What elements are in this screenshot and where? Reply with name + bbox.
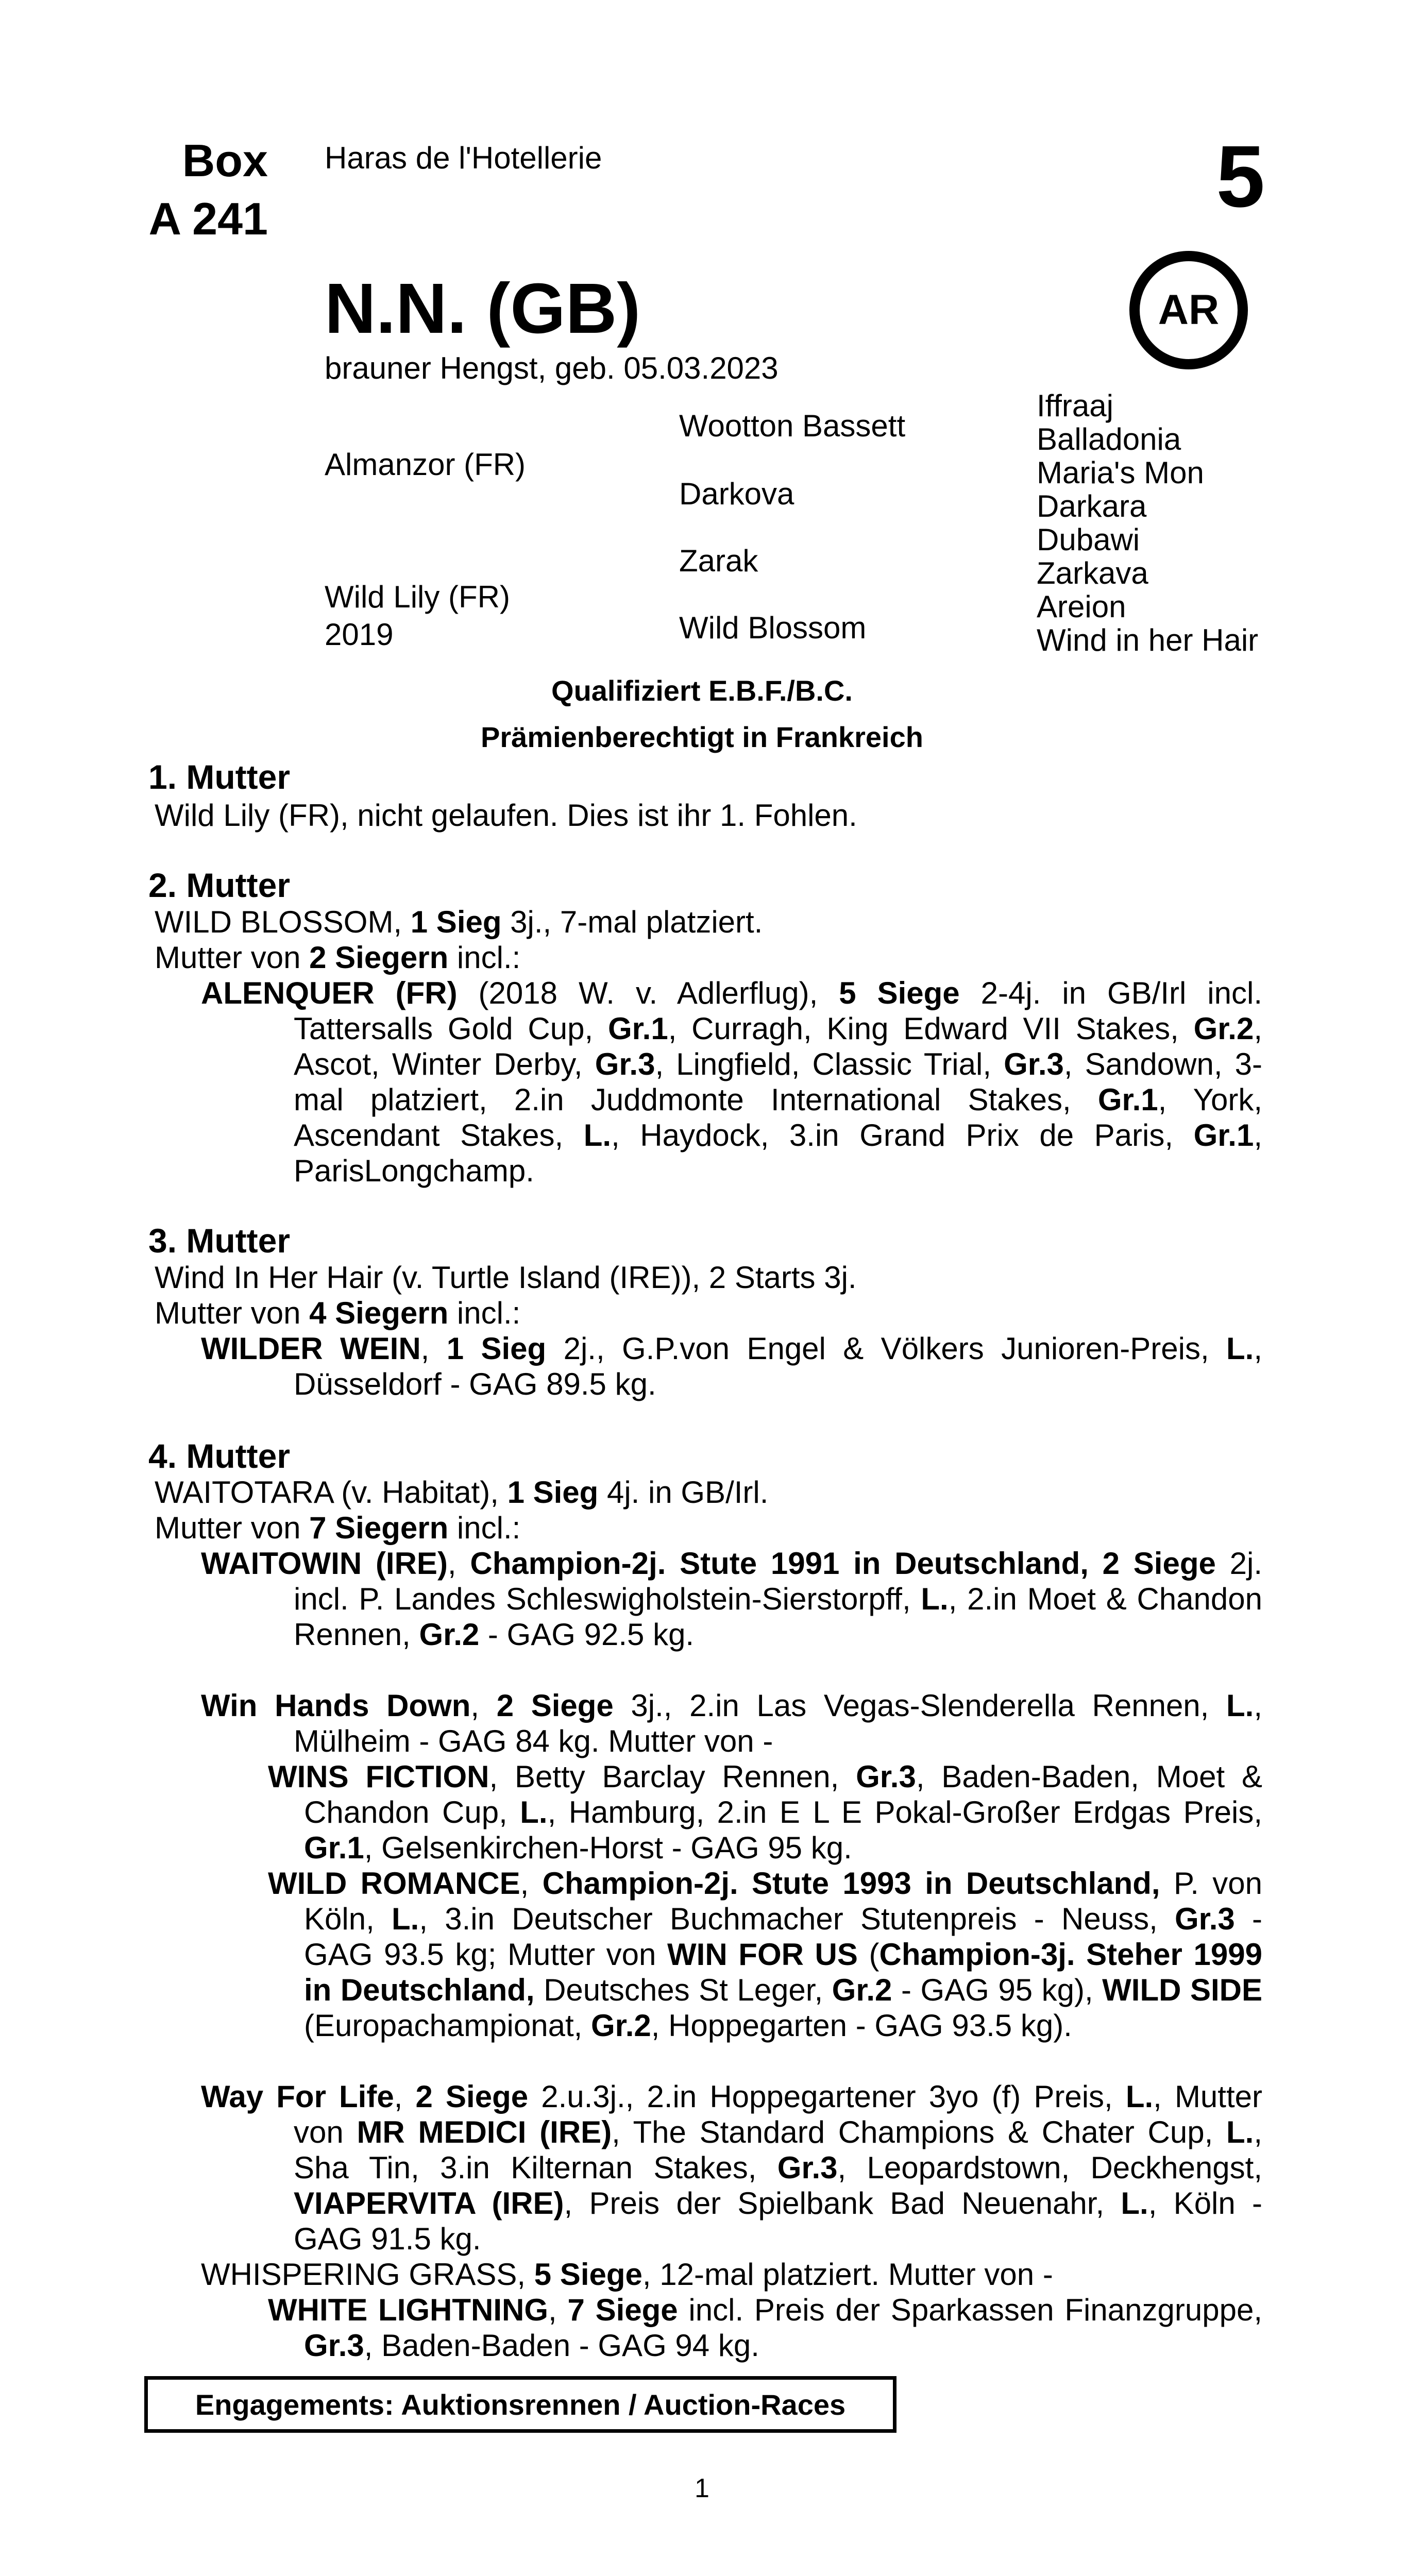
dam1-text: Wild Lily (FR), nicht gelaufen. Dies ist ihr 1. Fohlen.: [155, 798, 857, 833]
text-run: , Leopardstown, Deckhengst,: [837, 2150, 1262, 2185]
bold-run: WILD ROMANCE: [268, 1866, 520, 1901]
pedigree-ancestor: Darkara: [1037, 489, 1147, 523]
pedigree-ancestor: Balladonia: [1037, 422, 1181, 456]
text-run: , Betty Barclay Rennen,: [489, 1759, 856, 1794]
bold-run: Gr.3: [777, 2150, 838, 2185]
entry-waitowin: [201, 1546, 1262, 1652]
dam1-heading: 1. Mutter: [148, 758, 291, 796]
bold-run: 7 Siege: [567, 2293, 678, 2327]
text-run: , Sandown, 3-mal platziert, 2.in Juddmonte International Stakes,: [294, 1047, 1262, 1117]
text-run: , Lingfield, Classic Trial,: [655, 1047, 1004, 1081]
ar-badge-label: AR: [1158, 286, 1220, 333]
bold-run: L.: [1226, 1688, 1254, 1723]
text-run: WAITOTARA (v. Habitat),: [155, 1475, 508, 1510]
bold-run: L.: [1226, 1331, 1254, 1366]
text-run: , Ascot, Winter Derby,: [294, 1011, 1263, 1081]
bold-run: L.: [583, 1118, 612, 1153]
lot-number: 5: [1216, 128, 1265, 226]
qualification-ebf: Qualifiziert E.B.F./B.C.: [551, 674, 853, 707]
bold-run: WIN FOR US: [667, 1937, 858, 1972]
text-run: - GAG 93.5 kg; Mutter von: [304, 1902, 1262, 1972]
bold-run: WILD SIDE: [1102, 1973, 1263, 2007]
dam4-line2: [155, 1510, 520, 1546]
text-run: , Baden-Baden - GAG 94 kg.: [364, 2328, 759, 2363]
bold-run: L.: [392, 1902, 419, 1936]
pedigree-ancestor: Dubawi: [1037, 522, 1140, 557]
text-run: , Mülheim - GAG 84 kg. Mutter von -: [294, 1688, 1262, 1758]
bold-run: Gr.2: [419, 1617, 480, 1652]
text-run: , Köln - GAG 91.5 kg.: [294, 2186, 1263, 2256]
entry-whispering-grass: [201, 2257, 1262, 2292]
bold-run: Gr.1: [304, 1831, 364, 1865]
bold-run: 7 Siegern: [309, 1511, 449, 1545]
text-run: incl. Preis der Sparkassen Finanzgruppe,: [678, 2293, 1262, 2327]
text-run: - GAG 95 kg),: [892, 1973, 1103, 2007]
pedigree-ancestor: Iffraaj: [1037, 388, 1113, 423]
text-run: , 12-mal platziert. Mutter von -: [642, 2257, 1053, 2292]
text-run: P. von Köln,: [304, 1866, 1262, 1936]
text-run: Deutsches St Leger,: [534, 1973, 832, 2007]
text-run: , 3.in Deutscher Buchmacher Stutenpreis - Neuss,: [419, 1902, 1175, 1936]
bold-run: L.: [1121, 2186, 1148, 2221]
ar-badge: [1129, 251, 1248, 369]
entry-wild-romance: [268, 1866, 1262, 2043]
bold-run: Gr.2: [1193, 1011, 1254, 1046]
entry-way-for-life: [201, 2079, 1262, 2257]
box-number: A 241: [148, 193, 268, 244]
text-run: , Preis der Spielbank Bad Neuenahr,: [564, 2186, 1121, 2221]
entry-wins-fiction: [268, 1759, 1262, 1866]
text-run: 4j. in GB/Irl.: [598, 1475, 769, 1510]
bold-run: VIAPERVITA (IRE): [294, 2186, 564, 2221]
bold-run: WILDER WEIN: [201, 1331, 421, 1366]
text-run: , ParisLongchamp.: [294, 1118, 1262, 1188]
text-run: , Hamburg, 2.in E L E Pokal-Großer Erdgas Preis,: [547, 1795, 1263, 1829]
entry-wilder-wein: [201, 1331, 1262, 1402]
text-run: ,: [470, 1688, 497, 1723]
pedigree-grandsire-2: Zarak: [679, 544, 758, 578]
dam2-heading: 2. Mutter: [148, 866, 291, 904]
bold-run: Gr.1: [1193, 1118, 1254, 1153]
text-run: ,: [548, 2293, 568, 2327]
dam3-line2: Mutter von 4 Siegern incl.:: [155, 1296, 521, 1330]
dam2-line1: WILD BLOSSOM, 1 Sieg 3j., 7-mal platziert.: [155, 905, 763, 939]
dam4-heading: 4. Mutter: [148, 1437, 291, 1475]
pedigree-sire: Almanzor (FR): [325, 447, 526, 482]
text-run: 2j. incl. P. Landes Schleswigholstein-Sierstorpff,: [294, 1546, 1262, 1616]
bold-run: Gr.1: [1097, 1082, 1158, 1117]
text-run: , Haydock, 3.in Grand Prix de Paris,: [611, 1118, 1194, 1153]
entry-alenquer: [201, 975, 1262, 1189]
text-run: , The Standard Champions & Chater Cup,: [612, 2115, 1226, 2149]
qualification-france: Prämienberechtigt in Frankreich: [481, 721, 923, 753]
pedigree-dam: Wild Lily (FR): [325, 580, 510, 614]
text-run: , 2.in Moet & Chandon Rennen,: [294, 1582, 1262, 1652]
text-run: incl.:: [448, 1511, 521, 1545]
text-run: , Curragh, King Edward VII Stakes,: [668, 1011, 1194, 1046]
text-run: , Mutter von: [294, 2079, 1262, 2149]
bold-run: Way For Life: [201, 2079, 394, 2114]
bold-run: L.: [1125, 2079, 1154, 2114]
bold-run: Gr.3: [856, 1759, 916, 1794]
engagements-box: [144, 2376, 896, 2433]
text-run: , Hoppegarten - GAG 93.5 kg).: [651, 2008, 1072, 2043]
bold-run: WAITOWIN (IRE): [201, 1546, 448, 1581]
bold-run: ALENQUER (FR): [201, 976, 458, 1010]
bold-run: L.: [520, 1795, 548, 1829]
bold-run: MR MEDICI (IRE): [357, 2115, 612, 2149]
bold-run: WINS FICTION: [268, 1759, 489, 1794]
bold-run: Champion-3j. Steher 1999 in Deutschland,: [304, 1937, 1262, 2007]
horse-name: N.N. (GB): [325, 269, 641, 348]
dam3-line1: Wind In Her Hair (v. Turtle Island (IRE)), 2 Starts 3j.: [155, 1260, 857, 1295]
bold-run: 5 Siege: [839, 976, 960, 1010]
bold-run: L.: [1226, 2115, 1254, 2149]
bold-run: L.: [921, 1582, 949, 1616]
bold-run: Champion-2j. Stute 1993 in Deutschland,: [542, 1866, 1160, 1901]
text-run: - GAG 92.5 kg.: [479, 1617, 695, 1652]
text-run: (: [857, 1937, 879, 1972]
text-run: ,: [420, 1331, 447, 1366]
dam4-line1: [155, 1475, 768, 1510]
text-run: , Baden-Baden, Moet & Chandon Cup,: [304, 1759, 1262, 1829]
text-run: Mutter von: [155, 1511, 310, 1545]
text-run: ,: [520, 1866, 543, 1901]
bold-run: 2 Siege: [496, 1688, 614, 1723]
text-run: 2-4j. in GB/Irl incl. Tattersalls Gold Cup,: [294, 976, 1262, 1046]
dam3-heading: 3. Mutter: [148, 1222, 291, 1260]
pedigree-dam-year: 2019: [325, 617, 394, 652]
text-run: (Europachampionat,: [304, 2008, 591, 2043]
text-run: , Düsseldorf - GAG 89.5 kg.: [294, 1331, 1263, 1401]
bold-run: Gr.2: [591, 2008, 651, 2043]
consignor: Haras de l'Hotellerie: [325, 141, 602, 175]
pedigree-ancestor: Wind in her Hair: [1037, 623, 1259, 657]
bold-run: 2 Siege: [415, 2079, 529, 2114]
bold-run: WHITE LIGHTNING: [268, 2293, 549, 2327]
box-label: Box: [182, 135, 268, 186]
bold-run: Gr.1: [607, 1011, 668, 1046]
horse-description: brauner Hengst, geb. 05.03.2023: [325, 351, 779, 385]
text-run: 2.u.3j., 2.in Hoppegartener 3yo (f) Preis,: [528, 2079, 1126, 2114]
dam2-line2: Mutter von 2 Siegern incl.:: [155, 940, 521, 975]
bold-run: Champion-2j. Stute 1991 in Deutschland, 2 Siege: [470, 1546, 1216, 1581]
bold-run: Win Hands Down: [201, 1688, 471, 1723]
bold-run: Gr.3: [1175, 1902, 1235, 1936]
pedigree-granddam-2: Wild Blossom: [679, 611, 867, 645]
pedigree-granddam-1: Darkova: [679, 477, 794, 511]
pedigree-ancestor: Areion: [1037, 589, 1126, 624]
bold-run: 1 Sieg: [507, 1475, 599, 1510]
text-run: , York, Ascendant Stakes,: [294, 1082, 1262, 1153]
text-run: , Sha Tin, 3.in Kilternan Stakes,: [294, 2115, 1262, 2185]
bold-run: Gr.3: [304, 2328, 364, 2363]
pedigree-third-generation: [1037, 389, 1258, 657]
text-run: ,: [394, 2079, 416, 2114]
entry-white-lightning: [268, 2292, 1262, 2363]
text-run: WHISPERING GRASS,: [201, 2257, 534, 2292]
bold-run: Gr.3: [595, 1047, 655, 1081]
pedigree-ancestor: Maria's Mon: [1037, 455, 1204, 490]
bold-run: Gr.3: [1004, 1047, 1064, 1081]
bold-run: 1 Sieg: [446, 1331, 547, 1366]
pedigree-ancestor: Zarkava: [1037, 556, 1148, 590]
text-run: ,: [447, 1546, 470, 1581]
entry-win-hands-down: [201, 1688, 1262, 1759]
text-run: (2018 W. v. Adlerflug),: [457, 976, 839, 1010]
text-run: 2j., G.P.von Engel & Völkers Junioren-Preis,: [546, 1331, 1227, 1366]
bold-run: 5 Siege: [534, 2257, 642, 2292]
pedigree-grandsire-1: Wootton Bassett: [679, 409, 906, 443]
page-number: 1: [695, 2473, 709, 2503]
bold-run: Gr.2: [832, 1973, 892, 2007]
text-run: , Gelsenkirchen-Horst - GAG 95 kg.: [364, 1831, 852, 1865]
text-run: 3j., 2.in Las Vegas-Slenderella Rennen,: [613, 1688, 1226, 1723]
engagements-text: Engagements: Auktionsrennen / Auction-Races: [195, 2388, 846, 2421]
